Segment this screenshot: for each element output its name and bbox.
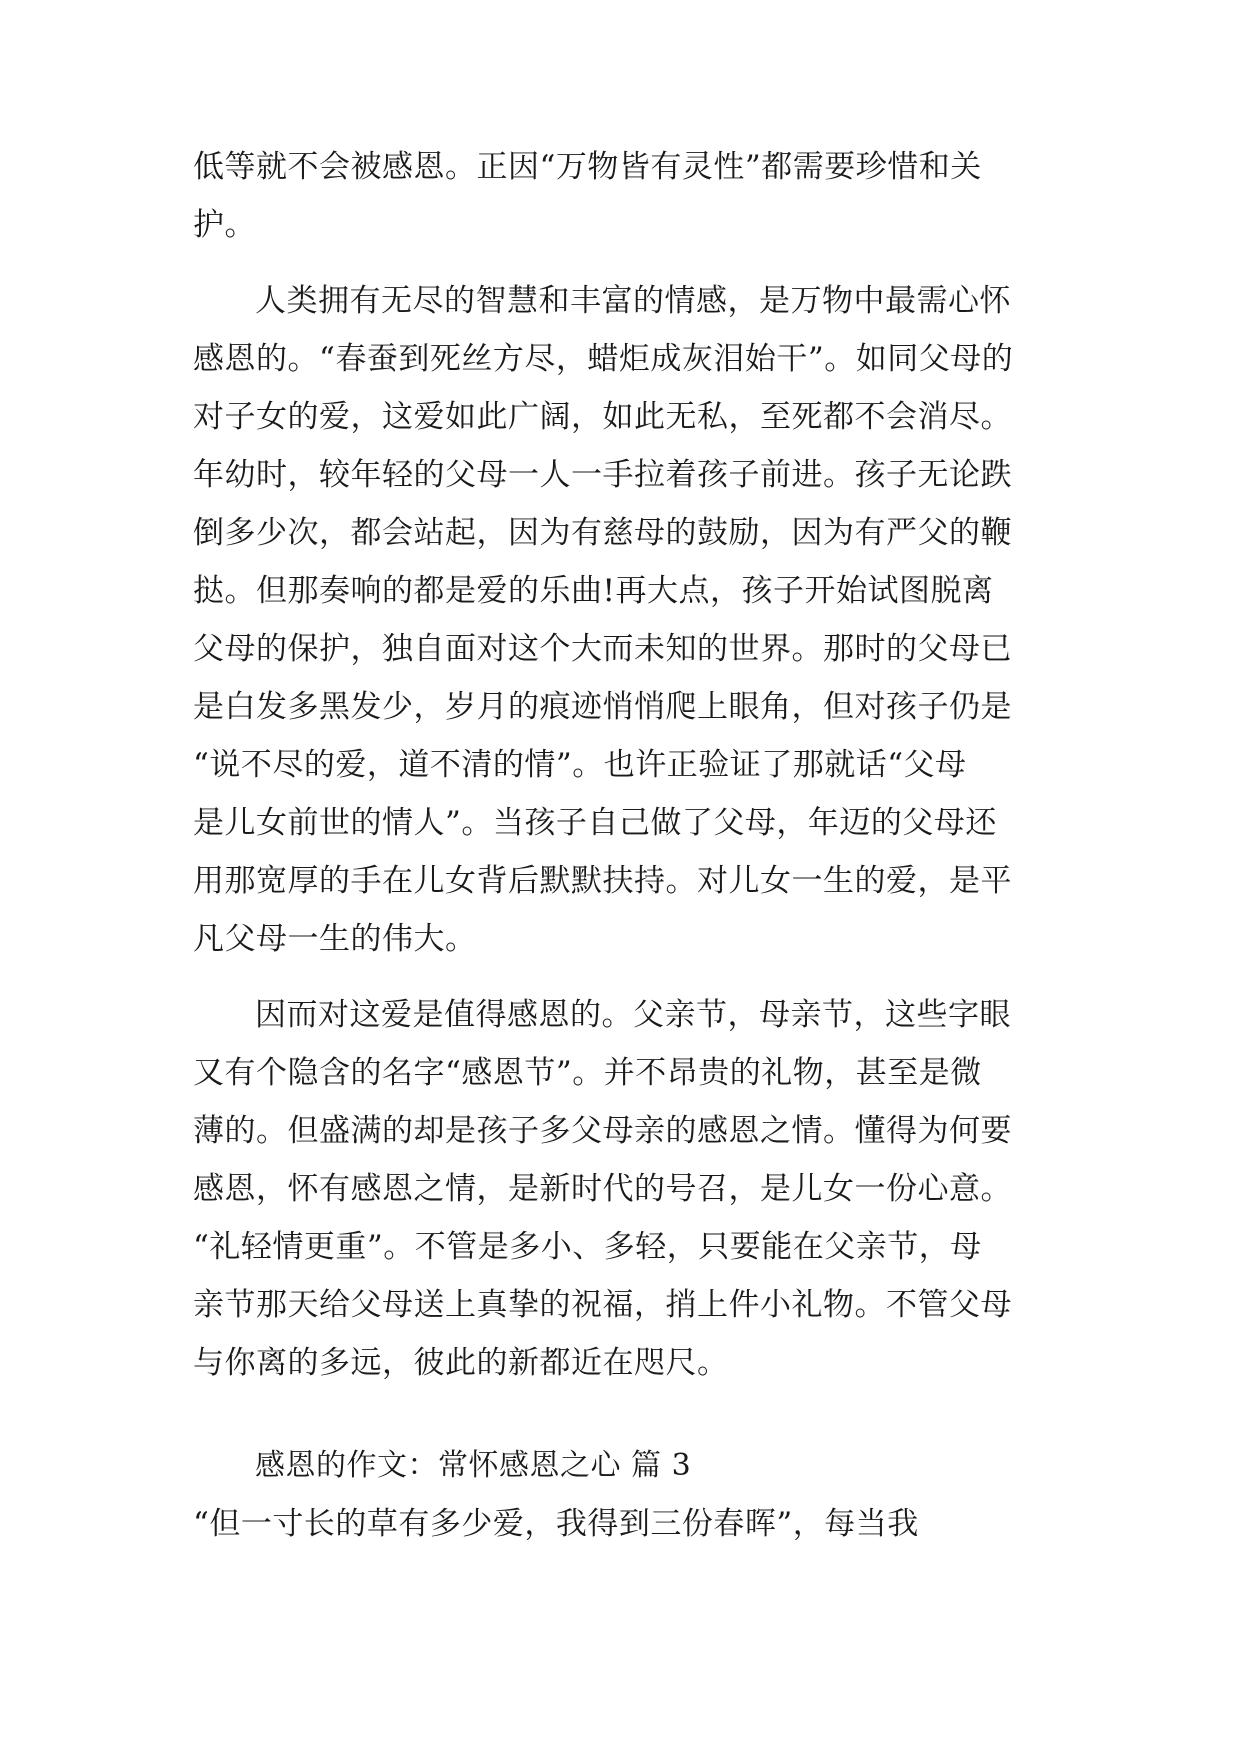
text-line: 挞。但那奏响的都是爱的乐曲!再大点，孩子开始试图脱离 — [193, 573, 994, 609]
text-line: “礼轻情更重”。不管是多小、多轻，只要能在父亲节，母 — [193, 1229, 982, 1265]
paragraph-first-line: 人类拥有无尽的智慧和丰富的情感，是万物中最需心怀 — [255, 283, 1011, 319]
text-line: 是儿女前世的情人”。当孩子自己做了父母，年迈的父母还 — [193, 805, 997, 841]
text-line: 对子女的爱，这爱如此广阔，如此无私，至死都不会消尽。 — [193, 399, 1012, 435]
text-line: 护。 — [193, 207, 256, 243]
text-line: 又有个隐含的名字“感恩节”。并不昂贵的礼物，甚至是微 — [193, 1055, 982, 1091]
text-line: 与你离的多远，彼此的新都近在咫尺。 — [193, 1345, 729, 1381]
text-line: 感恩，怀有感恩之情，是新时代的号召，是儿女一份心意。 — [193, 1171, 1012, 1207]
section-heading: 感恩的作文：常怀感恩之心 篇 3 — [255, 1448, 692, 1483]
text-line: 薄的。但盛满的却是孩子多父母亲的感恩之情。懂得为何要 — [193, 1113, 1012, 1149]
text-line: 用那宽厚的手在儿女背后默默扶持。对儿女一生的爱，是平 — [193, 863, 1012, 899]
paragraph-first-line: 因而对这爱是值得感恩的。父亲节，母亲节，这些字眼 — [255, 997, 1011, 1033]
text-line: “说不尽的爱，道不清的情”。也许正验证了那就话“父母 — [193, 747, 967, 783]
text-line: “但一寸长的草有多少爱，我得到三份春晖”，每当我 — [193, 1506, 919, 1542]
text-line: 倒多少次，都会站起，因为有慈母的鼓励，因为有严父的鞭 — [193, 515, 1012, 551]
text-line: 低等就不会被感恩。正因“万物皆有灵性”都需要珍惜和关 — [193, 149, 982, 185]
text-line: 亲节那天给父母送上真挚的祝福，捎上件小礼物。不管父母 — [193, 1287, 1012, 1323]
text-line: 年幼时，较年轻的父母一人一手拉着孩子前进。孩子无论跌 — [193, 457, 1012, 493]
text-line: 父母的保护，独自面对这个大而未知的世界。那时的父母已 — [193, 631, 1012, 667]
text-line: 凡父母一生的伟大。 — [193, 921, 477, 957]
text-line: 感恩的。“春蚕到死丝方尽，蜡炬成灰泪始干”。如同父母的 — [193, 341, 1014, 377]
text-line: 是白发多黑发少，岁月的痕迹悄悄爬上眼角，但对孩子仍是 — [193, 689, 1012, 725]
